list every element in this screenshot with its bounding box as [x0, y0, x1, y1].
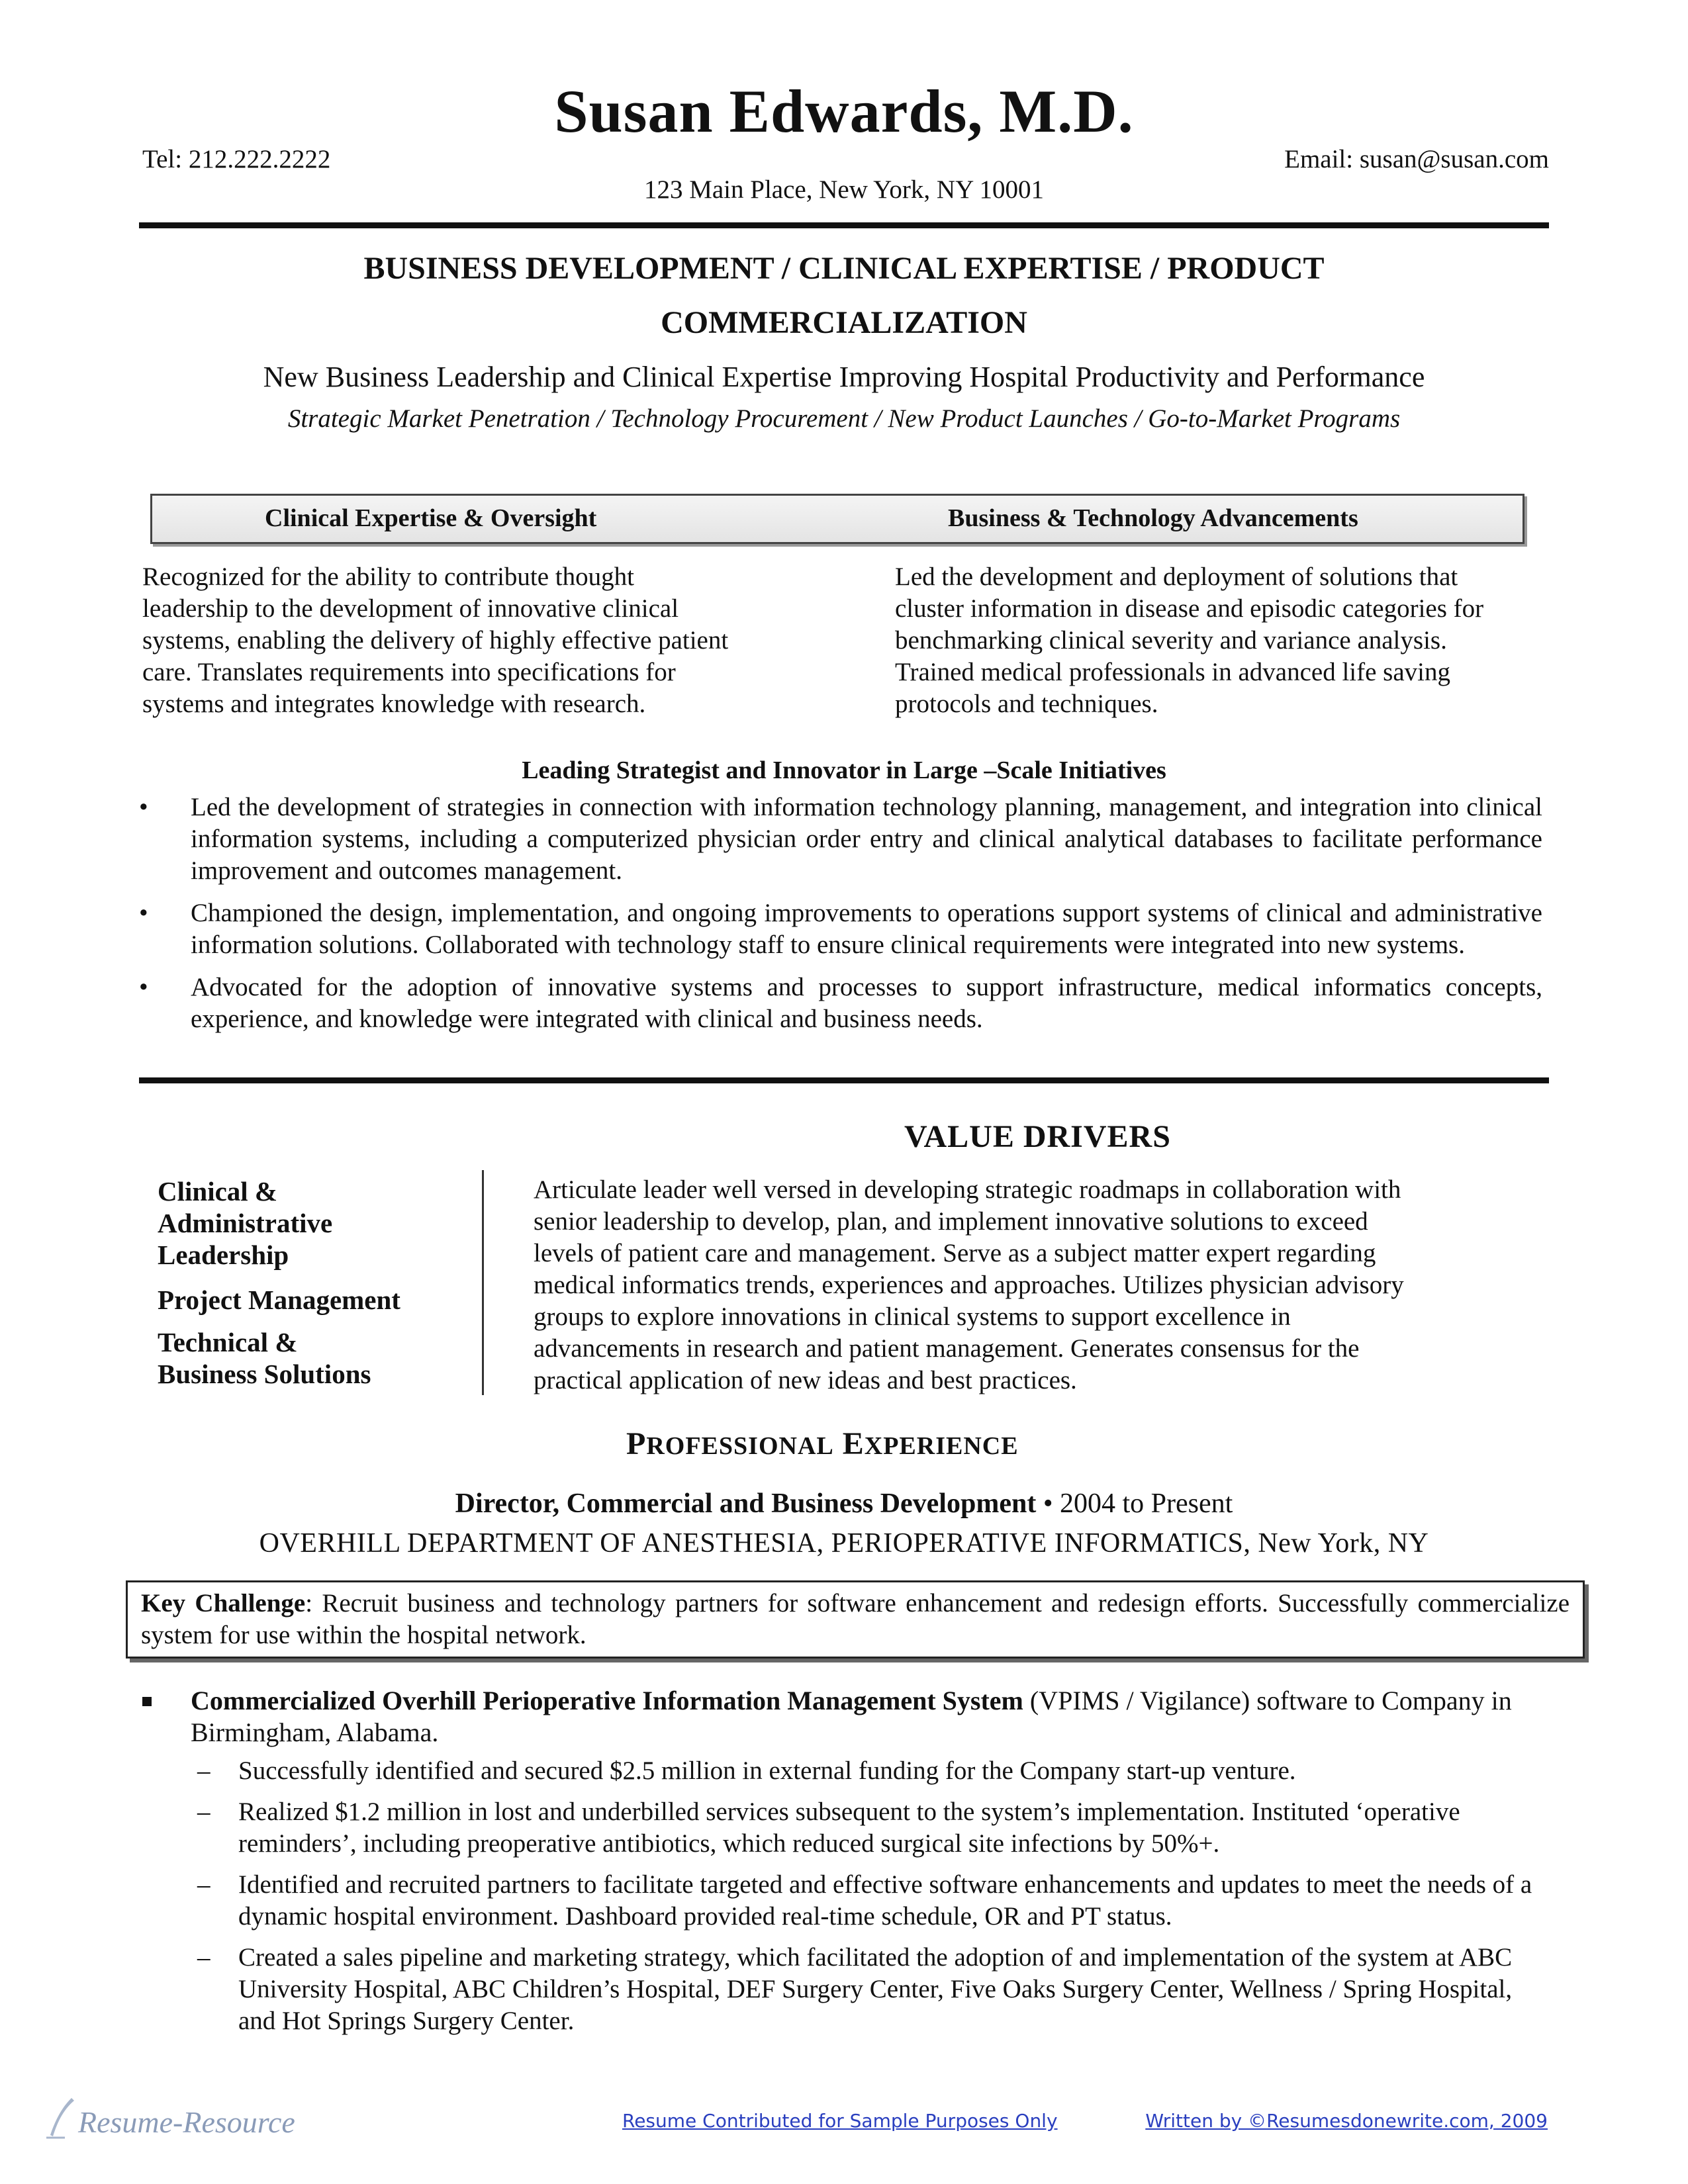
- list-item-text: Championed the design, implementation, and ongoing improvements to operations support systems of clinical and administrative information solutions. Collaborated with technology staff to ensure clinical requirements were integrated into new systems.: [191, 899, 1542, 959]
- key-challenge-label: Key Challenge: [141, 1589, 306, 1617]
- value-drivers-title: VALUE DRIVERS: [904, 1119, 1171, 1154]
- bullet-icon: •: [139, 973, 148, 1001]
- text-line: benchmarking clinical severity and variance analysis.: [895, 626, 1447, 655]
- job-title-line: [0, 1488, 1688, 1520]
- text-line: senior leadership to develop, plan, and implement innovative solutions to exceed: [534, 1207, 1368, 1236]
- text-line: Led the development and deployment of solutions that: [895, 563, 1458, 591]
- text-line: protocols and techniques.: [895, 690, 1158, 718]
- list-item-text: Realized $1.2 million in lost and underbilled services subsequent to the system’s implementation. Instituted ‘operative reminders’, including preoperative antibiotics, which reduced surgical site infections by 50%+.: [238, 1797, 1460, 1858]
- key-challenge-text: : Recruit business and technology partners for software enhancement and redesign efforts. Successfully commercialize system for use within the hospital network.: [141, 1589, 1570, 1649]
- column-header-box: [150, 494, 1524, 544]
- mailing-address: 123 Main Place, New York, NY 10001: [643, 175, 1045, 204]
- quill-logo-icon: [45, 2097, 75, 2140]
- column-text-right: [895, 561, 1557, 720]
- text-line: care. Translates requirements into specifications for: [142, 658, 676, 686]
- job-dates: • 2004 to Present: [1036, 1488, 1233, 1519]
- achievement-text: (VPIMS / Vigilance) software to Company in Birmingham, Alabama.: [191, 1686, 1512, 1747]
- dash-bullet-icon: –: [197, 1870, 211, 1899]
- candidate-name: Susan Edwards, M.D.: [554, 77, 1134, 145]
- initiatives-title: Leading Strategist and Innovator in Large –Scale Initiatives: [522, 756, 1166, 784]
- text-line: Trained medical professionals in advanced life saving: [895, 658, 1450, 686]
- achievements-list: [139, 1685, 1542, 2046]
- value-driver-label: Project Management: [158, 1285, 400, 1315]
- text-line: practical application of new ideas and best practices.: [534, 1366, 1077, 1394]
- label-line: Administrative: [158, 1208, 333, 1238]
- text-line: cluster information in disease and episodic categories for: [895, 594, 1484, 623]
- job-title: Director, Commercial and Business Development: [455, 1488, 1037, 1519]
- title-part: XPERIENCE: [864, 1432, 1019, 1460]
- bullet-icon: •: [139, 793, 148, 821]
- sample-purposes-link[interactable]: Resume Contributed for Sample Purposes Only: [622, 2110, 1058, 2132]
- text-line: systems, enabling the delivery of highly effective patient: [142, 626, 729, 655]
- list-item: [191, 1869, 1542, 1933]
- column-title-right: Business & Technology Advancements: [948, 504, 1358, 532]
- phone-number: Tel: 212.222.2222: [142, 145, 331, 173]
- tagline: New Business Leadership and Clinical Expertise Improving Hospital Productivity and Performance: [263, 361, 1425, 393]
- list-item: [191, 1942, 1542, 2037]
- dash-bullet-icon: –: [197, 1756, 211, 1785]
- text-line: advancements in research and patient management. Generates consensus for the: [534, 1334, 1360, 1363]
- title-part: ROFESSIONAL: [646, 1432, 834, 1460]
- value-drivers-divider: [482, 1170, 484, 1395]
- value-drivers-text: [534, 1174, 1566, 1396]
- headline-line-1: BUSINESS DEVELOPMENT / CLINICAL EXPERTISE / PRODUCT: [363, 251, 1325, 286]
- list-item: [139, 897, 1542, 961]
- text-line: groups to explore innovations in clinical systems to support excellence in: [534, 1302, 1291, 1331]
- email-address: Email: susan@susan.com: [1284, 145, 1549, 173]
- label-line: Leadership: [158, 1240, 289, 1270]
- text-line: medical informatics trends, experiences and approaches. Utilizes physician advisory: [534, 1271, 1404, 1299]
- value-driver-label: [158, 1175, 332, 1271]
- text-line: Articulate leader well versed in developing strategic roadmaps in collaboration with: [534, 1175, 1401, 1204]
- company-name: OVERHILL DEPARTMENT OF ANESTHESIA, PERIOPERATIVE INFORMATICS, New York, NY: [259, 1528, 1429, 1559]
- column-text-left: [142, 561, 831, 720]
- header-divider: [139, 222, 1549, 228]
- label-line: Clinical &: [158, 1176, 278, 1206]
- title-part: P: [626, 1426, 647, 1461]
- text-line: levels of patient care and management. Serve as a subject matter expert regarding: [534, 1239, 1376, 1267]
- list-item-text: Led the development of strategies in connection with information technology planning, management, and integration into clinical information systems, including a computerized physician order entry and clinical analytical databases to facilitate performance improvement and outcomes management.: [191, 793, 1542, 885]
- bullet-icon: •: [139, 899, 148, 927]
- title-part: E: [842, 1426, 865, 1461]
- text-line: systems and integrates knowledge with research.: [142, 690, 646, 718]
- text-line: leadership to the development of innovative clinical: [142, 594, 679, 623]
- list-item-text: Advocated for the adoption of innovative systems and processes to support infrastructure, medical informatics concepts, experience, and knowledge were integrated with clinical and business needs.: [191, 973, 1542, 1033]
- author-credit-link[interactable]: Written by ©Resumesdonewrite.com, 2009: [1145, 2110, 1548, 2132]
- list-item-text: Created a sales pipeline and marketing strategy, which facilitated the adoption of and implementation of the system at ABC University Hospital, ABC Children’s Hospital, DEF Surgery Center, Five Oaks Surgery Center, Wellness / Spring Hospital, and Hot Springs Surgery Center.: [238, 1943, 1513, 2035]
- site-logo: Resume-Resource: [78, 2105, 295, 2139]
- achievement-title: Commercialized Overhill Perioperative Information Management System: [191, 1686, 1023, 1715]
- section-divider: [139, 1077, 1549, 1083]
- list-item: [139, 972, 1542, 1035]
- dash-bullet-icon: –: [197, 1943, 211, 1972]
- value-driver-label: [158, 1326, 371, 1390]
- dash-bullet-icon: –: [197, 1797, 211, 1826]
- column-title-left: Clinical Expertise & Oversight: [265, 504, 597, 532]
- label-line: Technical &: [158, 1327, 298, 1357]
- label-line: Business Solutions: [158, 1359, 371, 1389]
- list-item: [139, 1685, 1542, 2037]
- headline-line-2: COMMERCIALIZATION: [661, 305, 1027, 340]
- text-line: Recognized for the ability to contribute thought: [142, 563, 634, 591]
- initiatives-list: [139, 792, 1542, 1046]
- list-item-text: Successfully identified and secured $2.5 million in external funding for the Company start-up venture.: [238, 1756, 1296, 1785]
- square-bullet-icon: [142, 1697, 152, 1706]
- key-challenge-box: [126, 1580, 1585, 1659]
- list-item: [191, 1755, 1542, 1787]
- list-item-text: Identified and recruited partners to facilitate targeted and effective software enhancements and updates to meet the needs of a dynamic hospital environment. Dashboard provided real-time schedule, OR and PT status.: [238, 1870, 1532, 1931]
- experience-title: [626, 1426, 1019, 1462]
- tagline-italic: Strategic Market Penetration / Technology Procurement / New Product Launches / Go-to-Market Programs: [287, 404, 1401, 433]
- list-item: [139, 792, 1542, 887]
- list-item: [191, 1796, 1542, 1860]
- sub-achievements-list: [191, 1755, 1542, 2037]
